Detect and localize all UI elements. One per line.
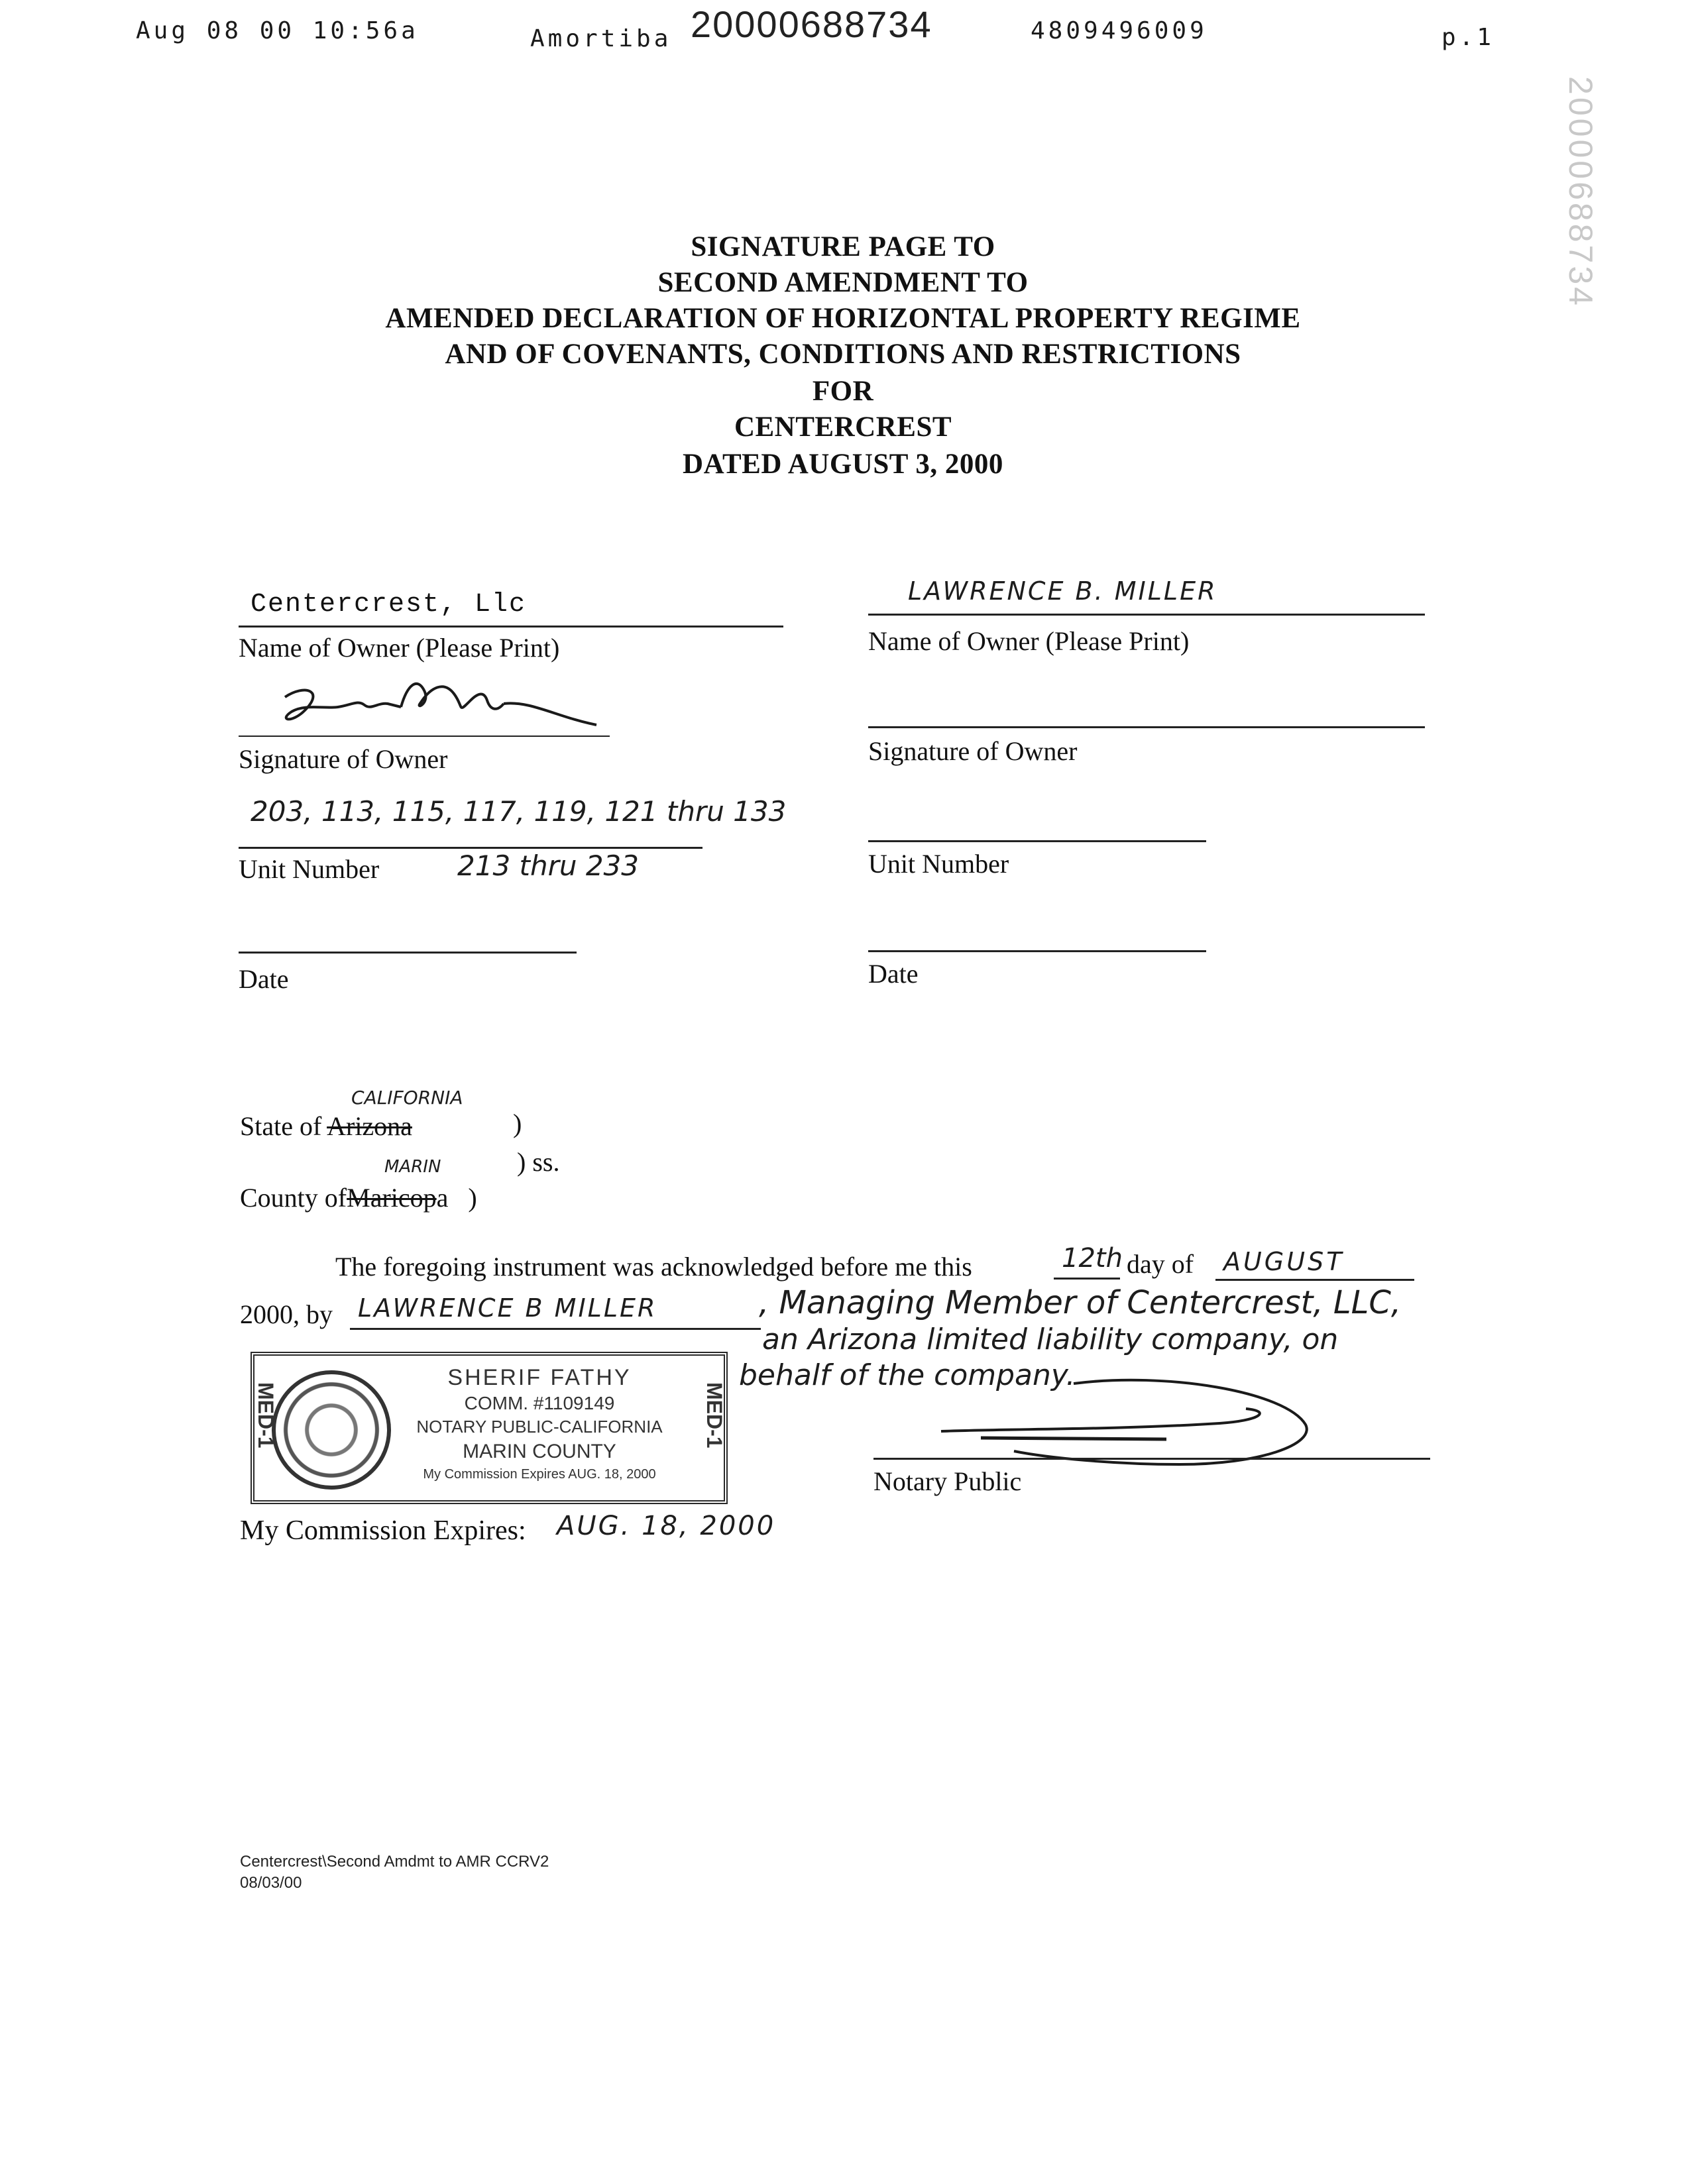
owner-left-units-value: 203, 113, 115, 117, 119, 121 thru 133: [251, 795, 787, 828]
title-line-2: SECOND AMENDMENT TO: [657, 267, 1029, 298]
title-line-7: DATED AUGUST 3, 2000: [683, 449, 1003, 480]
county-label: County ofMaricopa ): [240, 1183, 477, 1213]
owner-right-unit-line: [868, 840, 1206, 842]
notary-stamp-side-right: MED-1: [702, 1382, 726, 1448]
owner-right-name-value: LAWRENCE B. MILLER: [908, 576, 1217, 606]
title-line-1: SIGNATURE PAGE TO: [691, 231, 995, 262]
owner-left-name-value: Centercrest, Llc: [251, 590, 527, 620]
notary-seal-icon: [272, 1370, 391, 1490]
commission-label: My Commission Expires:: [240, 1515, 526, 1546]
owner-left-signature-label: Signature of Owner: [239, 744, 448, 774]
owner-left-units-note: 213 thru 233: [457, 849, 640, 882]
acknowledgment-month: AUGUST: [1223, 1247, 1345, 1276]
owner-right-name-line: [868, 614, 1425, 616]
owner-left-signature-line: [239, 736, 610, 737]
owner-left-name-label: Name of Owner (Please Print): [239, 633, 560, 663]
owner-left-unit-line: [239, 847, 702, 849]
notary-public-line: [873, 1458, 1430, 1460]
state-struck: Arizona: [327, 1111, 412, 1141]
notary-stamp-name: SHERIF FATHY: [447, 1365, 632, 1390]
notary-stamp-county: MARIN COUNTY: [463, 1441, 616, 1462]
notary-stamp-title: NOTARY PUBLIC-CALIFORNIA: [416, 1417, 663, 1437]
owner-right-name-label: Name of Owner (Please Print): [868, 626, 1190, 656]
state-handwritten: CALIFORNIA: [351, 1087, 463, 1109]
acknowledgment-capacity-1: , Managing Member of Centercrest, LLC,: [759, 1284, 1402, 1321]
owner-left-name-line: [239, 626, 783, 628]
footer-date: 08/03/00: [240, 1874, 302, 1892]
day-line: [1054, 1278, 1120, 1280]
title-line-6: CENTERCREST: [734, 411, 952, 443]
state-label: State of Arizona: [240, 1111, 412, 1141]
side-record-number: 20000688734: [1562, 76, 1599, 308]
commission-value: AUG. 18, 2000: [557, 1511, 776, 1541]
notary-public-label: Notary Public: [873, 1466, 1022, 1496]
footer-filename: Centercrest\Second Amdmt to AMR CCRV2: [240, 1853, 549, 1871]
owner-left-unit-label: Unit Number: [239, 854, 380, 884]
notary-stamp-comm: COMM. #1109149: [464, 1393, 615, 1413]
owner-right-signature-label: Signature of Owner: [868, 736, 1078, 766]
acknowledgment-capacity-3: behalf of the company.: [739, 1358, 1076, 1392]
fax-phone: 4809496009: [1031, 17, 1208, 44]
owner-right-date-line: [868, 950, 1206, 952]
day-of-label: day of: [1127, 1249, 1194, 1279]
owner-right-signature-line: [868, 726, 1425, 728]
acknowledgment-person: LAWRENCE B MILLER: [358, 1293, 657, 1323]
county-struck: Maricop: [347, 1183, 437, 1213]
acknowledgment-day: 12th: [1062, 1243, 1123, 1274]
title-line-3: AMENDED DECLARATION OF HORIZONTAL PROPERTY REGIME: [385, 303, 1301, 334]
title-line-4: AND OF COVENANTS, CONDITIONS AND RESTRICTIONS: [445, 339, 1241, 370]
title-line-5: FOR: [812, 376, 874, 407]
notary-stamp-side-left: MED-1: [254, 1382, 278, 1448]
fax-sender: Amortiba: [530, 25, 672, 52]
state-paren: ): [513, 1109, 522, 1138]
acknowledgment-text: The foregoing instrument was acknowledged before me this: [335, 1252, 972, 1282]
fax-datetime: Aug 08 00 10:56a: [136, 17, 419, 44]
month-line: [1215, 1279, 1414, 1281]
owner-right-date-label: Date: [868, 959, 919, 989]
notary-signature: [915, 1365, 1339, 1478]
owner-left-date-line: [239, 952, 577, 954]
notary-stamp-expires: My Commission Expires AUG. 18, 2000: [423, 1467, 656, 1482]
acknowledgment-year-by: 2000, by: [240, 1299, 333, 1329]
fax-page-number: p.1: [1441, 24, 1495, 51]
county-handwritten: MARIN: [384, 1157, 441, 1177]
ss-label: ) ss.: [517, 1147, 560, 1177]
person-line: [350, 1328, 761, 1330]
owner-right-unit-label: Unit Number: [868, 849, 1009, 879]
notary-stamp: [251, 1352, 728, 1504]
record-number: 20000688734: [691, 3, 932, 45]
owner-left-date-label: Date: [239, 964, 289, 994]
acknowledgment-capacity-2: an Arizona limited liability company, on: [762, 1323, 1339, 1356]
owner-left-signature: [265, 671, 610, 743]
